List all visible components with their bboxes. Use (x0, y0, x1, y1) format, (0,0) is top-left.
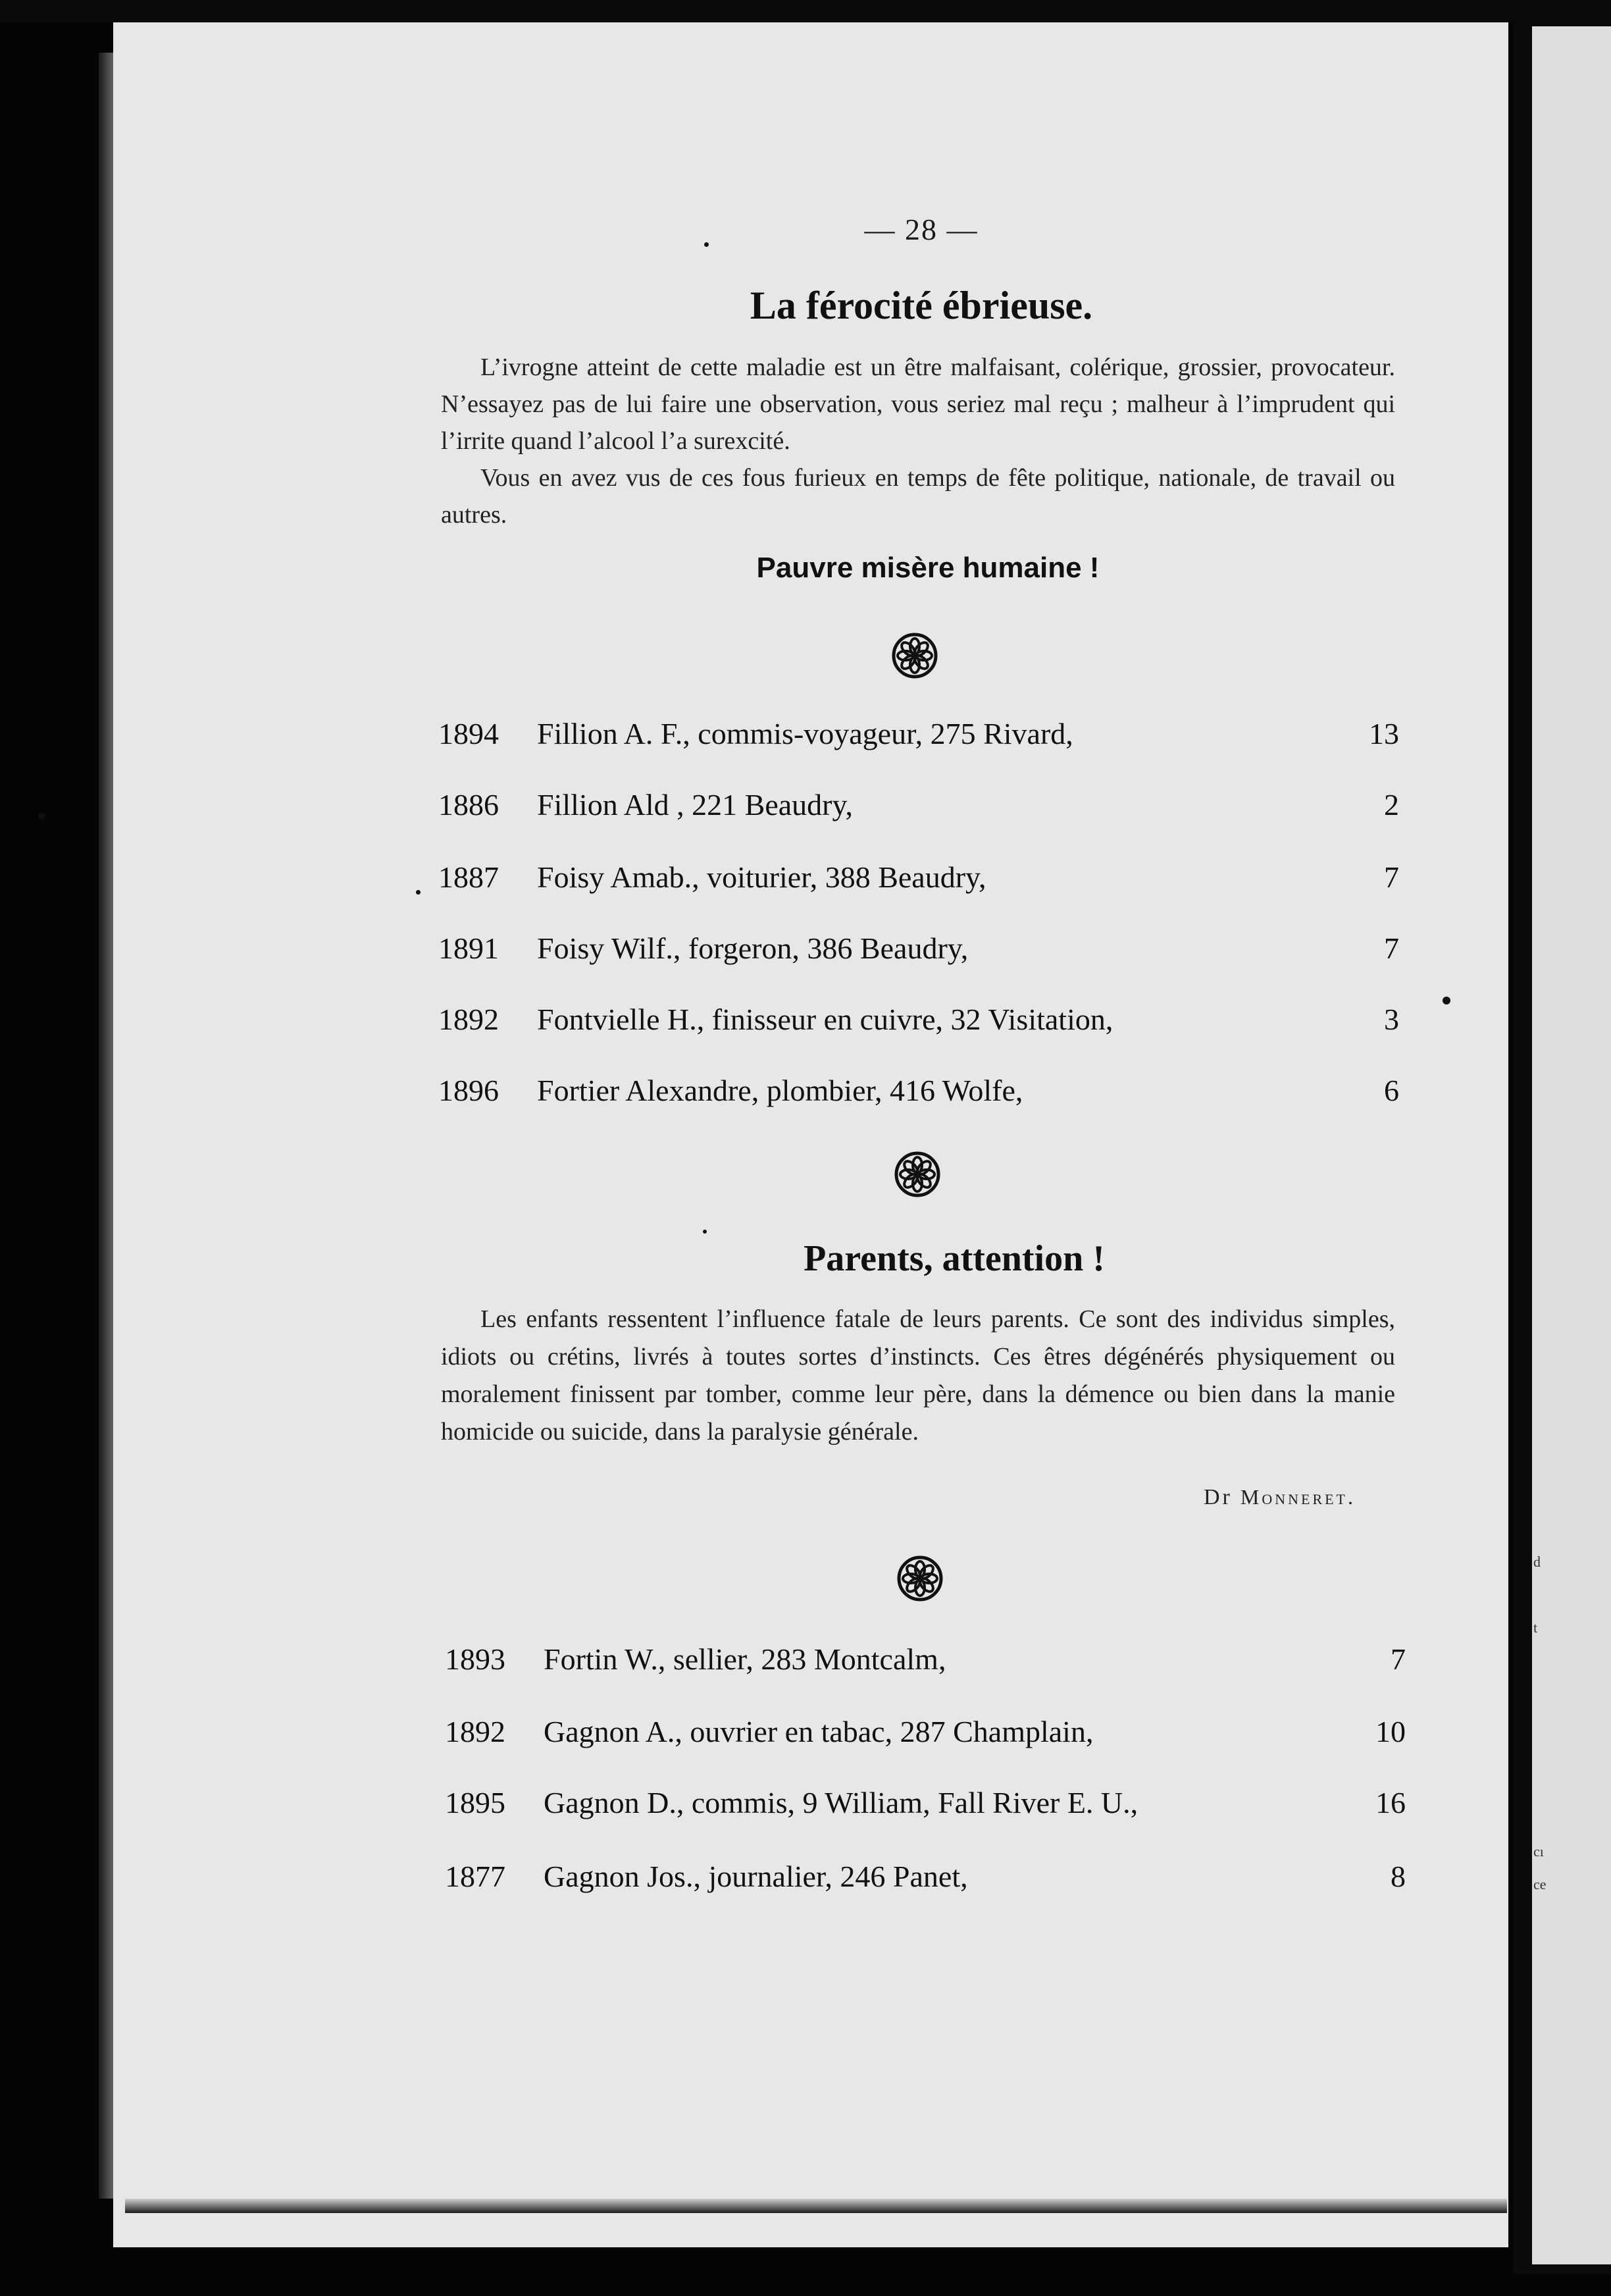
entry-year: 1894 (438, 717, 499, 750)
list-item (438, 860, 1399, 906)
entry-number: 3 (1384, 1003, 1399, 1036)
page-bottom-edge (125, 2199, 1507, 2213)
list-item (438, 1002, 1399, 1048)
entry-year: 1895 (445, 1786, 505, 1819)
entry-year: 1896 (438, 1074, 499, 1107)
entry-number: 7 (1391, 1642, 1406, 1676)
list-item (438, 716, 1399, 762)
entry-year: 1893 (445, 1642, 505, 1676)
entry-text: Gagnon A., ouvrier en tabac, 287 Champlain, (544, 1715, 1094, 1748)
adjacent-fragment: d (1533, 1553, 1541, 1570)
adjacent-page (1532, 26, 1611, 2264)
section-title: La férocité ébrieuse. (750, 284, 1093, 327)
entry-number: 10 (1375, 1715, 1406, 1748)
entry-text: Foisy Amab., voiturier, 388 Beaudry, (537, 860, 986, 894)
scan-speck (416, 890, 421, 895)
adjacent-fragment: cı (1533, 1843, 1544, 1860)
scan-top-border (0, 0, 1611, 22)
adjacent-fragment: t (1533, 1619, 1538, 1636)
entry-number: 16 (1375, 1786, 1406, 1819)
entry-year: 1892 (445, 1715, 505, 1748)
entry-number: 8 (1391, 1860, 1406, 1893)
section-title: Parents, attention ! (804, 1238, 1105, 1279)
scan-speck (38, 814, 45, 819)
entry-text: Foisy Wilf., forgeron, 386 Beaudry, (537, 931, 969, 965)
section-body (441, 1301, 1395, 1451)
flower-rosette-icon (891, 1148, 944, 1201)
list-item (445, 1642, 1406, 1688)
list-item (438, 931, 1399, 977)
flower-rosette-icon (888, 629, 941, 682)
list-item (438, 1073, 1399, 1119)
list-item (445, 1714, 1406, 1760)
paragraph: L’ivrogne atteint de cette maladie est un être malfaisant, colérique, grossier, provocateur. N’essayez pas de lui faire une observation, vous seriez mal reçu ; malheur à l’imprudent qui l’irrite quand l’alcool l’a surexcité. (441, 353, 1395, 455)
scan-speck (703, 1230, 707, 1234)
entry-text: Fillion A. F., commis-voyageur, 275 Rivard, (537, 717, 1073, 750)
scan-speck (1443, 997, 1450, 1004)
entry-text: Fillion Ald , 221 Beaudry, (537, 788, 854, 822)
entry-year: 1886 (438, 788, 499, 822)
entry-number: 13 (1369, 717, 1399, 750)
entry-year: 1892 (438, 1003, 499, 1036)
adjacent-fragment: ce (1533, 1876, 1547, 1892)
entry-text: Fontvielle H., finisseur en cuivre, 32 Visitation, (537, 1003, 1113, 1036)
attribution-name: Monneret. (1240, 1485, 1356, 1509)
entry-text: Gagnon Jos., journalier, 246 Panet, (544, 1860, 968, 1893)
paragraph: Les enfants ressentent l’influence fatale de leurs parents. Ce sont des individus simples, idiots ou crétins, livrés à toutes sortes d’instincts. Ces êtres dégénérés physiquement ou moralement finissent par tomber, comme leur père, dans la démence ou bien dans la manie homicide ou suicide, dans la paralysie générale. (441, 1305, 1395, 1446)
entry-number: 7 (1384, 860, 1399, 894)
attribution-prefix: Dr (1204, 1485, 1233, 1509)
entry-number: 7 (1384, 931, 1399, 965)
entry-text: Gagnon D., commis, 9 William, Fall River E. U., (544, 1786, 1138, 1819)
section-subtitle: Pauvre misère humaine ! (756, 552, 1100, 584)
list-item (445, 1859, 1406, 1905)
list-item (445, 1785, 1406, 1831)
entry-year: 1891 (438, 931, 499, 965)
entry-text: Fortier Alexandre, plombier, 416 Wolfe, (537, 1074, 1023, 1107)
entry-year: 1887 (438, 860, 499, 894)
list-item (438, 787, 1399, 833)
paragraph: Vous en avez vus de ces fous furieux en temps de fête politique, nationale, de travail ou autres. (441, 464, 1395, 529)
section-body (441, 349, 1395, 533)
entry-number: 6 (1384, 1074, 1399, 1107)
scan-speck (704, 242, 709, 247)
entry-number: 2 (1384, 788, 1399, 822)
attribution (987, 1485, 1356, 1510)
entry-year: 1877 (445, 1860, 505, 1893)
entry-text: Fortin W., sellier, 283 Montcalm, (544, 1642, 946, 1676)
flower-rosette-icon (894, 1552, 946, 1605)
page-number: — 28 — (864, 213, 979, 246)
